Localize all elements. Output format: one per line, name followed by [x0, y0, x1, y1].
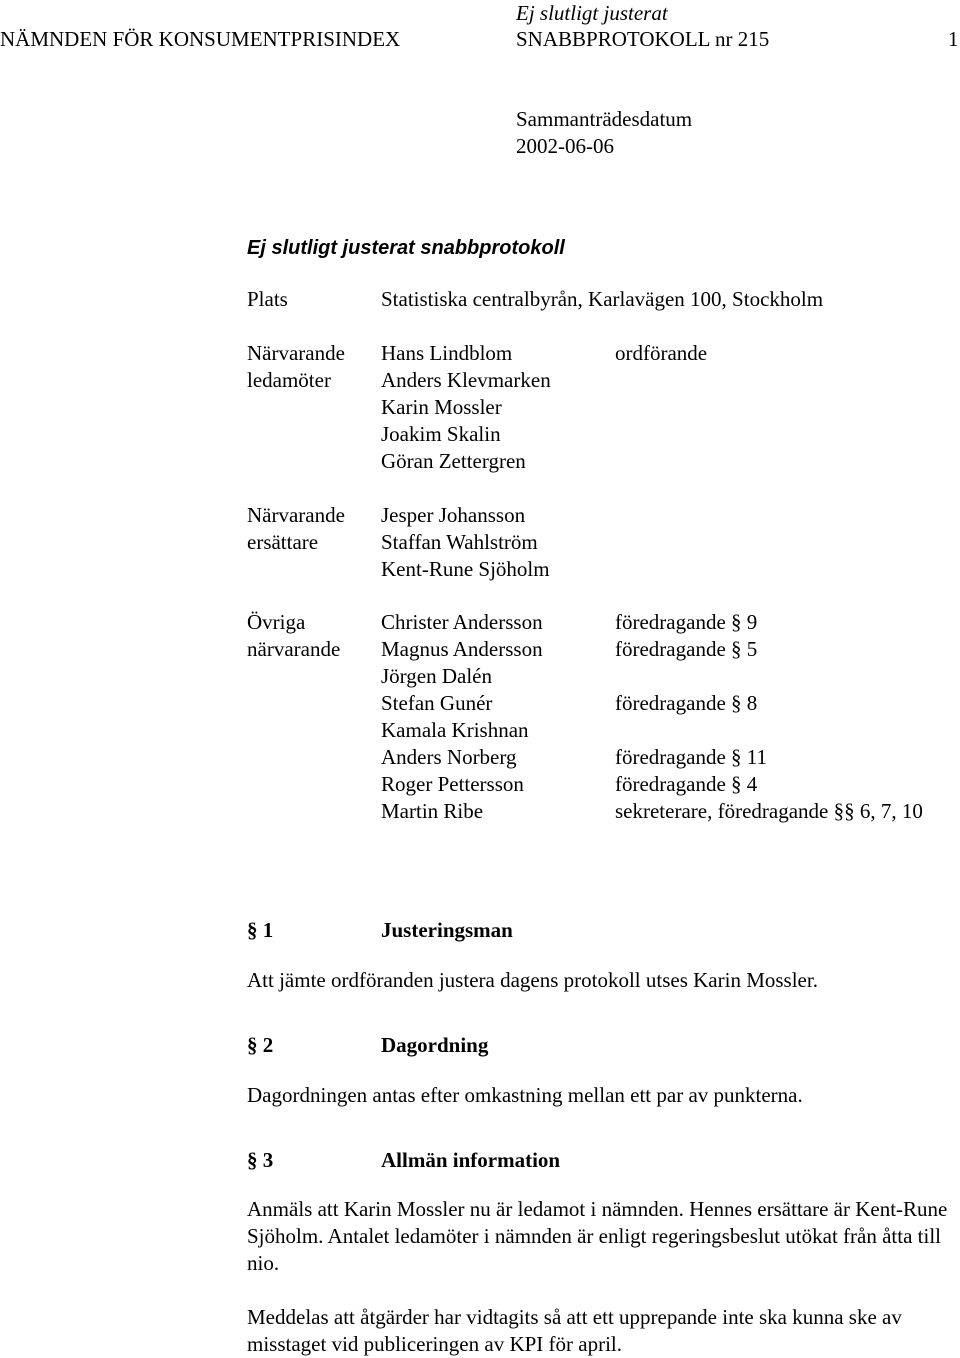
members-label-line1: Närvarande — [247, 341, 345, 365]
other-row — [0, 690, 960, 717]
other-name: Martin Ribe — [381, 799, 484, 823]
substitutes-label-line1: Närvarande — [247, 503, 345, 527]
section-paragraph: Anmäls att Karin Mossler nu är ledamot i nämnden. Hennes ersättare är Kent-Rune Sjöholm. Antalet ledamöter i nämnden är enligt regeringsbeslut utökat från åtta till nio. — [247, 1197, 948, 1275]
other-name: Roger Pettersson — [381, 772, 524, 796]
member-name: Joakim Skalin — [381, 422, 501, 446]
member-row — [0, 340, 960, 367]
other-role: föredragande § 8 — [615, 691, 758, 715]
section-title: Dagordning — [381, 1033, 489, 1057]
member-row — [0, 448, 960, 475]
substitute-row — [0, 556, 960, 583]
place-row — [0, 286, 960, 313]
substitute-name: Kent-Rune Sjöholm — [381, 557, 550, 581]
section-number: § 3 — [247, 1148, 274, 1172]
section-title: Allmän information — [381, 1148, 561, 1172]
members-label-line2: ledamöter — [247, 368, 331, 392]
section-number: § 2 — [247, 1033, 274, 1057]
member-row — [0, 394, 960, 421]
section-title: Justeringsman — [381, 918, 513, 942]
others-label-line2: närvarande — [247, 637, 341, 661]
substitute-row — [0, 529, 960, 556]
member-role: ordförande — [615, 341, 708, 365]
other-role: föredragande § 11 — [615, 745, 767, 769]
member-name: Karin Mossler — [381, 395, 502, 419]
section-heading — [0, 917, 960, 944]
meeting-date: 2002-06-06 — [516, 134, 614, 158]
member-name: Göran Zettergren — [381, 449, 526, 473]
other-row — [0, 717, 960, 744]
other-name: Stefan Gunér — [381, 691, 493, 715]
member-row — [0, 367, 960, 394]
section-number: § 1 — [247, 918, 274, 942]
other-name: Kamala Krishnan — [381, 718, 529, 742]
other-role: sekreterare, föredragande §§ 6, 7, 10 — [615, 799, 923, 823]
other-name: Christer Andersson — [381, 610, 543, 634]
other-name: Anders Norberg — [381, 745, 517, 769]
other-name: Magnus Andersson — [381, 637, 543, 661]
other-row — [0, 798, 960, 825]
section-paragraph: Meddelas att åtgärder har vidtagits så att ett upprepande inte ska kunna ske av misstaget vid publiceringen av KPI för april. — [247, 1305, 902, 1356]
substitute-name: Jesper Johansson — [381, 503, 526, 527]
section-heading — [0, 1032, 960, 1059]
member-row — [0, 421, 960, 448]
section-heading — [0, 1147, 960, 1174]
substitute-name: Staffan Wahlström — [381, 530, 538, 554]
meeting-date-label: Sammanträdesdatum — [516, 107, 693, 131]
other-role: föredragande § 9 — [615, 610, 758, 634]
member-name: Anders Klevmarken — [381, 368, 551, 392]
other-name: Jörgen Dalén — [381, 664, 492, 688]
protocol-number: SNABBPROTOKOLL nr 215 — [516, 27, 770, 51]
organization-name: NÄMNDEN FÖR KONSUMENTPRISINDEX — [0, 27, 401, 51]
other-row — [0, 744, 960, 771]
other-role: föredragande § 5 — [615, 637, 758, 661]
substitutes-label-line2: ersättare — [247, 530, 319, 554]
section-paragraph: Att jämte ordföranden justera dagens protokoll utses Karin Mossler. — [247, 968, 818, 992]
substitute-row — [0, 502, 960, 529]
other-row — [0, 771, 960, 798]
others-label-line1: Övriga — [247, 610, 306, 634]
other-row — [0, 609, 960, 636]
page-number: 1 — [948, 27, 959, 51]
other-row — [0, 663, 960, 690]
document-title: Ej slutligt justerat snabbprotokoll — [247, 237, 565, 259]
other-row — [0, 636, 960, 663]
member-name: Hans Lindblom — [381, 341, 513, 365]
section-paragraph: Dagordningen antas efter omkastning mellan ett par av punkterna. — [247, 1083, 803, 1107]
other-role: föredragande § 4 — [615, 772, 758, 796]
place-value: Statistiska centralbyrån, Karlavägen 100, Stockholm — [381, 287, 824, 311]
draft-status-header: Ej slutligt justerat — [516, 1, 668, 25]
place-label: Plats — [247, 287, 288, 311]
